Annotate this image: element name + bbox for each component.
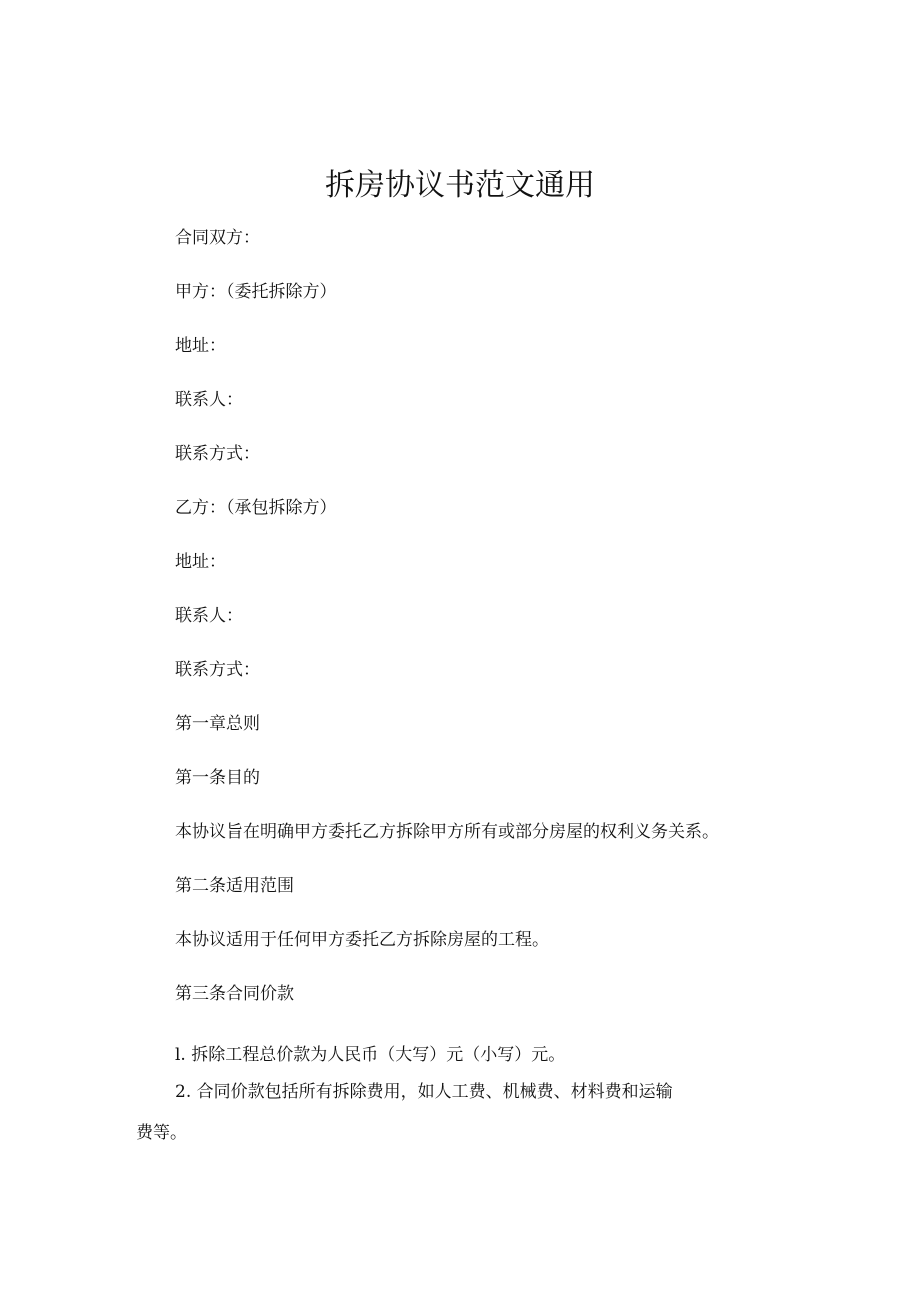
party-b-contact-method: 联系方式： <box>175 660 260 680</box>
list-item: 2. 合同价款包括所有拆除费用，如人工费、机械费、材料费和运输 <box>175 1082 673 1102</box>
article-heading: 第一条目的 <box>175 768 260 788</box>
party-a-contact-method: 联系方式： <box>175 444 260 464</box>
list-item-continuation: 费等。 <box>136 1123 187 1143</box>
party-b-address: 地址： <box>175 552 226 572</box>
party-b-label: 乙方：（承包拆除方） <box>175 498 337 518</box>
party-b-contact-person: 联系人： <box>175 606 243 626</box>
party-a-label: 甲方：（委托拆除方） <box>175 282 337 302</box>
list-item: l. 拆除工程总价款为人民币（大写）元（小写）元。 <box>175 1045 566 1065</box>
chapter-heading: 第一章总则 <box>175 714 260 734</box>
parties-heading: 合同双方： <box>175 228 260 248</box>
article-heading: 第二条适用范围 <box>175 876 294 896</box>
paragraph: 本协议适用于任何甲方委托乙方拆除房屋的工程。 <box>175 930 549 950</box>
party-a-address: 地址： <box>175 336 226 356</box>
party-a-contact-person: 联系人： <box>175 390 243 410</box>
article-heading: 第三条合同价款 <box>175 984 294 1004</box>
document-title: 拆房协议书范文通用 <box>325 168 595 203</box>
paragraph: 本协议旨在明确甲方委托乙方拆除甲方所有或部分房屋的权利义务关系。 <box>175 822 719 842</box>
